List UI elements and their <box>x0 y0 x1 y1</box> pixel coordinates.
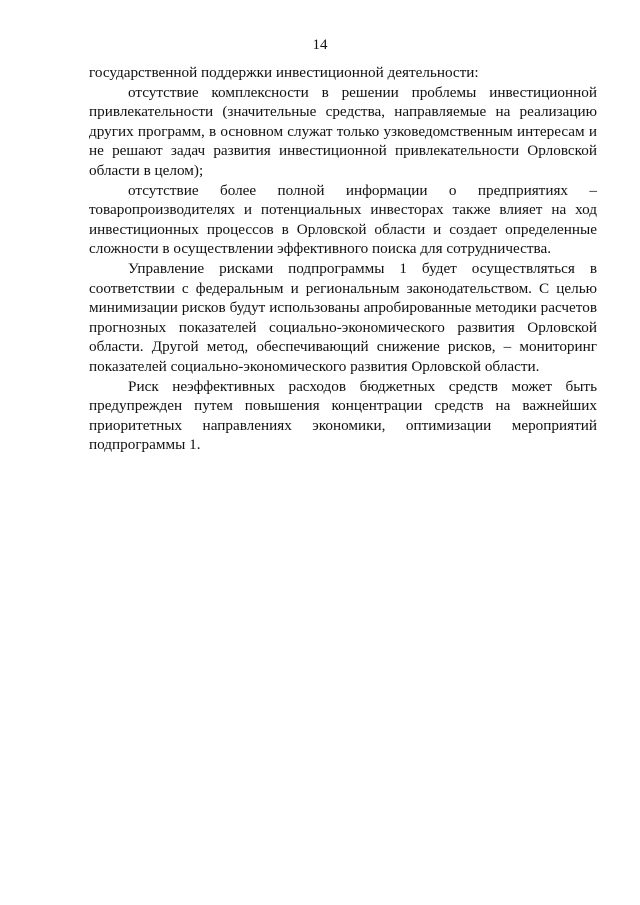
paragraph-information: отсутствие более полной информации о предприятиях – товаропроизводителях и потенциальных инвесторах также влияет на ход инвестиционных процессов в Орловской области и создает определенные сложности в осуществлении эффективного поиска для сотрудничества. <box>89 181 597 258</box>
document-body <box>89 63 597 455</box>
paragraph-complexity: отсутствие комплексности в решении проблемы инвестиционной привлекательности (значительные средства, направляемые на реализацию других программ, в основном служат только узковедомственным интересам и не решают задач развития инвестиционной привлекательности Орловской области в целом); <box>89 83 597 179</box>
page-number: 14 <box>312 37 328 53</box>
paragraph-budget-risk: Риск неэффективных расходов бюджетных средств может быть предупрежден путем повышения концентрации средств на важнейших приоритетных направлениях экономики, оптимизации мероприятий подпрограммы 1. <box>89 377 597 454</box>
paragraph-continuation: государственной поддержки инвестиционной деятельности: <box>89 64 479 81</box>
paragraph-risk-management: Управление рисками подпрограммы 1 будет осуществляться в соответствии с федеральным и региональным законодательством. С целью минимизации рисков будут использованы апробированные методики расчетов прогнозных показателей социально-экономического развития Орловской области. Другой метод, обеспечивающий снижение рисков, – мониторинг показателей социально-экономического развития Орловской области. <box>89 259 597 375</box>
